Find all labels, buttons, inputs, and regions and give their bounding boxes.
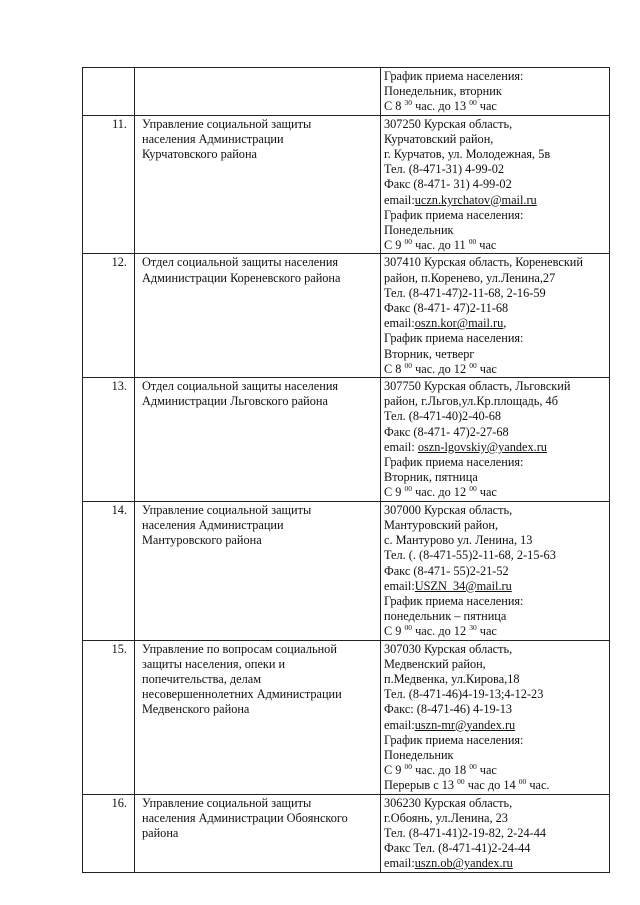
contact-text: Факс (8-471- 47)2-27-68 bbox=[384, 424, 509, 439]
contact-text: График приема населения: bbox=[384, 455, 524, 470]
contact-line bbox=[384, 826, 605, 841]
contact-line bbox=[384, 316, 605, 331]
office-name-cell bbox=[135, 68, 381, 116]
contact-text: График приема населения: bbox=[384, 732, 524, 747]
table-row bbox=[83, 501, 610, 640]
contact-line bbox=[384, 208, 605, 223]
time-minutes: 30 bbox=[404, 98, 412, 108]
contact-text: час. до 12 bbox=[412, 624, 470, 639]
contact-text: С 8 bbox=[384, 361, 405, 376]
contact-text: Понедельник, вторник bbox=[384, 84, 502, 99]
contact-line bbox=[384, 718, 605, 733]
office-name-line: несовершеннолетних Администрации bbox=[142, 687, 342, 702]
office-name-line: Мантуровского района bbox=[142, 533, 262, 548]
offices-table-body bbox=[83, 68, 610, 873]
email-link[interactable]: uszn-mr@yandex.ru bbox=[414, 717, 516, 732]
table-row bbox=[83, 68, 610, 116]
contact-text: Понедельник bbox=[384, 223, 454, 238]
contact-text: email: bbox=[384, 856, 415, 871]
contact-text: Факс (8-471- 47)2-11-68 bbox=[384, 301, 509, 316]
contact-text: График приема населения: bbox=[384, 331, 524, 346]
contact-text: час. до 13 bbox=[412, 99, 470, 114]
office-name-cell bbox=[135, 501, 381, 640]
contact-line bbox=[384, 518, 605, 533]
contact-line bbox=[384, 548, 605, 563]
contact-text: час bbox=[476, 361, 497, 376]
contact-text: г. Курчатов, ул. Молодежная, 5в bbox=[384, 147, 551, 162]
contact-text: С 9 bbox=[384, 238, 405, 253]
offices-table bbox=[82, 67, 610, 873]
contact-line bbox=[384, 811, 605, 826]
contact-line bbox=[384, 286, 605, 301]
contact-text: График приема населения: bbox=[384, 69, 524, 83]
contact-line bbox=[384, 609, 605, 624]
contact-text: час. до 11 bbox=[412, 238, 469, 253]
office-name-line: района bbox=[142, 825, 179, 840]
time-minutes: 00 bbox=[518, 777, 527, 787]
office-name-line: Управление социальной защиты bbox=[142, 116, 312, 131]
contact-line bbox=[384, 687, 605, 702]
time-minutes: 30 bbox=[469, 623, 477, 633]
contact-line bbox=[384, 99, 605, 114]
contact-text: 307250 Курская область, bbox=[384, 116, 513, 131]
contact-line bbox=[384, 331, 605, 346]
time-minutes: 00 bbox=[468, 237, 477, 247]
contact-text: Вторник, пятница bbox=[384, 470, 478, 485]
contact-line bbox=[384, 223, 605, 238]
contact-line bbox=[384, 841, 605, 856]
contact-cell bbox=[381, 501, 610, 640]
contact-line bbox=[384, 778, 605, 793]
email-link[interactable]: uszn.ob@yandex.ru bbox=[414, 856, 513, 871]
contact-cell bbox=[381, 794, 610, 872]
email-link[interactable]: USZN_34@mail.ru bbox=[414, 578, 512, 593]
contact-text: час bbox=[476, 485, 497, 500]
contact-cell bbox=[381, 68, 610, 116]
contact-text: email: bbox=[384, 578, 415, 593]
contact-text: Перерыв с 13 bbox=[384, 778, 458, 793]
contact-line bbox=[384, 177, 605, 192]
office-name-line: Управление по вопросам социальной bbox=[142, 641, 337, 656]
contact-text: район, п.Коренево, ул.Ленина,27 bbox=[384, 270, 556, 285]
contact-text: Тел. (8-471-46)4-19-13;4-12-23 bbox=[384, 687, 544, 702]
contact-text: Понедельник bbox=[384, 747, 454, 762]
office-name-line: Курчатовского района bbox=[142, 147, 257, 162]
contact-line bbox=[384, 657, 605, 672]
office-name-cell bbox=[135, 378, 381, 502]
office-name-line: защиты населения, опеки и bbox=[142, 656, 286, 671]
contact-cell bbox=[381, 378, 610, 502]
contact-text: п.Медвенка, ул.Кирова,18 bbox=[384, 671, 520, 686]
contact-text: С 9 bbox=[384, 485, 405, 500]
contact-line bbox=[384, 238, 605, 253]
contact-text: Тел. (. (8-471-55)2-11-68, 2-15-63 bbox=[384, 548, 556, 563]
office-name-line: населения Администрации bbox=[142, 517, 284, 532]
office-name-cell bbox=[135, 254, 381, 378]
contact-text: email: bbox=[384, 717, 415, 732]
contact-text: час. до 12 bbox=[412, 485, 470, 500]
contact-text: час bbox=[476, 99, 497, 114]
contact-text: час bbox=[476, 238, 497, 253]
contact-text: С 8 bbox=[384, 99, 405, 114]
contact-text: 307030 Курская область, bbox=[384, 641, 513, 656]
row-number: 16. bbox=[83, 794, 135, 872]
contact-line bbox=[384, 564, 605, 579]
contact-text: Вторник, четверг bbox=[384, 346, 475, 361]
office-name-line: Отдел социальной защиты населения bbox=[142, 255, 339, 270]
time-minutes: 00 bbox=[404, 623, 412, 633]
contact-text: Факс: (8-471-46) 4-19-13 bbox=[384, 702, 513, 717]
contact-text: 306230 Курская область, bbox=[384, 795, 513, 810]
office-name-line: Администрации Кореневского района bbox=[142, 270, 341, 285]
row-number: 15. bbox=[83, 640, 135, 794]
contact-text: , bbox=[503, 316, 507, 331]
office-name-line: Администрации Льговского района bbox=[142, 394, 328, 409]
table-row bbox=[83, 254, 610, 378]
time-minutes: 00 bbox=[457, 777, 465, 787]
contact-line bbox=[384, 455, 605, 470]
table-row bbox=[83, 640, 610, 794]
time-minutes: 00 bbox=[404, 360, 412, 370]
contact-line bbox=[384, 394, 605, 409]
contact-text: час bbox=[476, 763, 497, 778]
contact-text: г.Обоянь, ул.Ленина, 23 bbox=[384, 810, 508, 825]
office-name-line: Управление социальной защиты bbox=[142, 502, 312, 517]
row-number: 12. bbox=[83, 254, 135, 378]
contact-line bbox=[384, 533, 605, 548]
contact-line bbox=[384, 147, 605, 162]
contact-text: Тел. (8-471-40)2-40-68 bbox=[384, 409, 501, 424]
office-name-line: Управление социальной защиты bbox=[142, 795, 312, 810]
contact-line bbox=[384, 255, 605, 270]
contact-text: час. до 18 bbox=[412, 763, 470, 778]
contact-line bbox=[384, 594, 605, 609]
contact-line bbox=[384, 440, 605, 455]
contact-text: 307000 Курская область, bbox=[384, 502, 513, 517]
contact-line bbox=[384, 672, 605, 687]
contact-text: понедельник – пятница bbox=[384, 609, 507, 624]
contact-text: Факс Тел. (8-471-41)2-24-44 bbox=[384, 841, 531, 856]
office-name-cell bbox=[135, 115, 381, 254]
contact-text: Факс (8-471- 55)2-21-52 bbox=[384, 563, 509, 578]
contact-line bbox=[384, 796, 605, 811]
contact-line bbox=[384, 301, 605, 316]
table-row bbox=[83, 115, 610, 254]
contact-text: Тел. (8-471-31) 4-99-02 bbox=[384, 162, 505, 177]
contact-line bbox=[384, 117, 605, 132]
contact-text: График приема населения: bbox=[384, 207, 524, 222]
contact-text: район, г.Льгов,ул.Кр.площадь, 4б bbox=[384, 394, 558, 409]
contact-line bbox=[384, 748, 605, 763]
contact-text: email: bbox=[384, 439, 418, 454]
office-name-cell bbox=[135, 794, 381, 872]
contact-text: с. Мантурово ул. Ленина, 13 bbox=[384, 533, 533, 548]
contact-line bbox=[384, 856, 605, 871]
email-link[interactable]: oszn.kor@mail.ru bbox=[414, 316, 504, 331]
contact-text: С 9 bbox=[384, 624, 405, 639]
contact-line bbox=[384, 379, 605, 394]
contact-text: Тел. (8-471-41)2-19-82, 2-24-44 bbox=[384, 825, 547, 840]
contact-line bbox=[384, 485, 605, 500]
office-name-line: попечительства, делам bbox=[142, 671, 261, 686]
row-number bbox=[83, 68, 135, 116]
contact-line bbox=[384, 642, 605, 657]
contact-line bbox=[384, 702, 605, 717]
contact-line bbox=[384, 271, 605, 286]
contact-line bbox=[384, 425, 605, 440]
time-minutes: 00 bbox=[469, 360, 477, 370]
contact-text: час до 14 bbox=[464, 778, 519, 793]
office-name-line: населения Администрации bbox=[142, 131, 284, 146]
contact-line bbox=[384, 733, 605, 748]
contact-cell bbox=[381, 640, 610, 794]
contact-line bbox=[384, 362, 605, 377]
contact-text: час bbox=[476, 624, 497, 639]
email-link[interactable]: oszn-lgovskiy@yandex.ru bbox=[417, 439, 547, 454]
time-minutes: 00 bbox=[469, 762, 477, 772]
time-minutes: 00 bbox=[404, 484, 412, 494]
contact-text: Факс (8-471- 31) 4-99-02 bbox=[384, 177, 512, 192]
office-name-cell bbox=[135, 640, 381, 794]
contact-text: час. bbox=[526, 778, 550, 793]
time-minutes: 00 bbox=[469, 484, 477, 494]
contact-line bbox=[384, 470, 605, 485]
contact-text: email: bbox=[384, 316, 415, 331]
contact-line bbox=[384, 84, 605, 99]
office-name-line: населения Администрации Обоянского bbox=[142, 810, 348, 825]
time-minutes: 00 bbox=[469, 98, 477, 108]
contact-text: час. до 12 bbox=[412, 361, 470, 376]
row-number: 13. bbox=[83, 378, 135, 502]
contact-cell bbox=[381, 115, 610, 254]
row-number: 11. bbox=[83, 115, 135, 254]
table-row bbox=[83, 794, 610, 872]
contact-line bbox=[384, 347, 605, 362]
contact-text: Курчатовский район, bbox=[384, 131, 494, 146]
time-minutes: 00 bbox=[404, 762, 412, 772]
contact-text: С 9 bbox=[384, 763, 405, 778]
contact-line bbox=[384, 579, 605, 594]
time-minutes: 00 bbox=[404, 237, 412, 247]
contact-text: Медвенский район, bbox=[384, 656, 486, 671]
contact-line bbox=[384, 193, 605, 208]
contact-line bbox=[384, 624, 605, 639]
email-link[interactable]: uczn.kyrchatov@mail.ru bbox=[414, 192, 537, 207]
contact-line bbox=[384, 409, 605, 424]
contact-text: Мантуровский район, bbox=[384, 517, 499, 532]
contact-text: График приема населения: bbox=[384, 593, 524, 608]
contact-text: Тел. (8-471-47)2-11-68, 2-16-59 bbox=[384, 285, 546, 300]
contact-text: 307750 Курская область, Льговский bbox=[384, 379, 571, 394]
contact-text: email: bbox=[384, 192, 415, 207]
contact-line bbox=[384, 162, 605, 177]
office-name-line: Медвенского района bbox=[142, 702, 250, 717]
contact-line bbox=[384, 69, 605, 84]
table-row bbox=[83, 378, 610, 502]
contact-text: 307410 Курская область, Кореневский bbox=[384, 255, 583, 270]
contact-line bbox=[384, 763, 605, 778]
contact-line bbox=[384, 132, 605, 147]
contact-line bbox=[384, 503, 605, 518]
row-number: 14. bbox=[83, 501, 135, 640]
office-name-line: Отдел социальной защиты населения bbox=[142, 379, 339, 394]
contact-cell bbox=[381, 254, 610, 378]
